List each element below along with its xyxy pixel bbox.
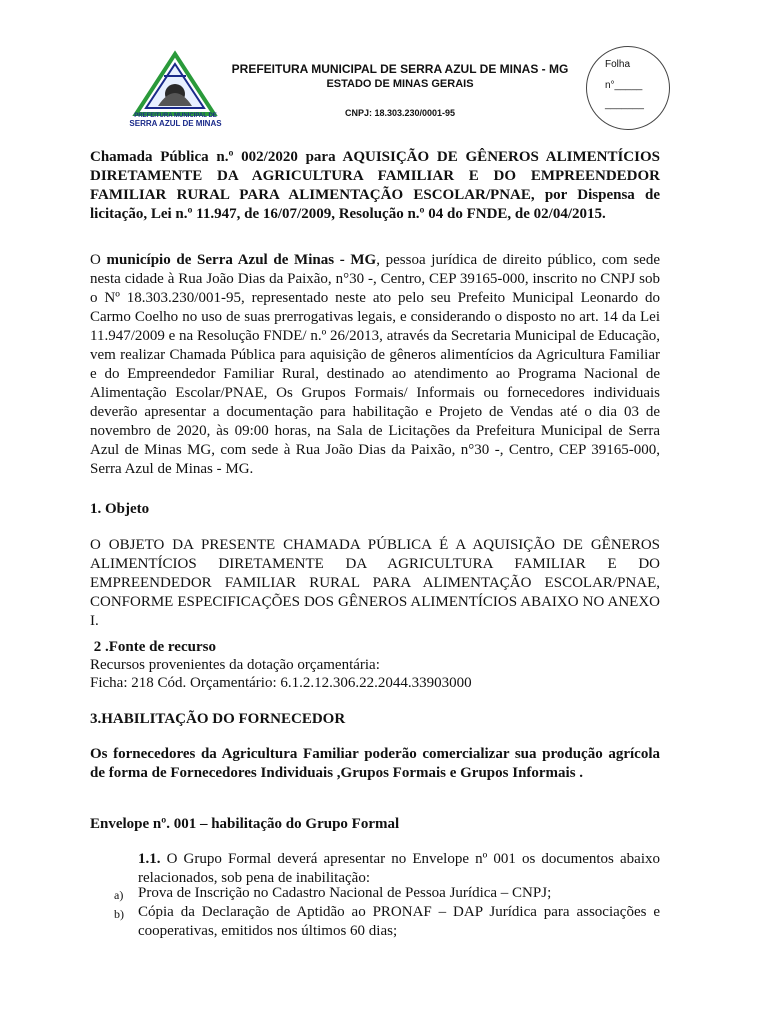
stamp-line2: n°_____ <box>605 80 643 91</box>
header-title: PREFEITURA MUNICIPAL DE SERRA AZUL DE MINAS - MG <box>231 62 569 76</box>
envelope-title: Envelope nº. 001 – habilitação do Grupo Formal <box>90 816 400 832</box>
stamp-line3: _______ <box>605 99 644 110</box>
item-b-marker: b) <box>114 907 124 921</box>
intro-o: O <box>90 252 101 268</box>
section-3-title: 3.HABILITAÇÃO DO FORNECEDOR <box>90 711 346 727</box>
header-cnpj: CNPJ: 18.303.230/0001-95 <box>344 108 456 118</box>
document-list <box>90 850 660 950</box>
intro-paragraph <box>90 251 660 479</box>
item-1-1-text: O Grupo Formal deverá apresentar no Envelope nº 001 os documentos abaixo relacionados, sob pena de inabilitação: <box>138 851 660 886</box>
list-item-b: Cópia da Declaração de Aptidão ao PRONAF – DAP Jurídica para associações e cooperativas, emitidos nos últimos 60 dias; <box>138 904 660 939</box>
list-item-a: Prova de Inscrição no Cadastro Nacional de Pessoa Jurídica – CNPJ; <box>138 885 552 901</box>
section-3-body: Os fornecedores da Agricultura Familiar poderão comercializar sua produção agrícola de forma de Fornecedores Individuais ,Grupos Formais e Grupos Informais . <box>90 746 660 781</box>
header-state: ESTADO DE MINAS GERAIS <box>326 78 474 90</box>
list-item-1-1 <box>138 850 660 888</box>
document-heading: Chamada Pública n.º 002/2020 para AQUISIÇÃO DE GÊNEROS ALIMENTÍCIOS DIRETAMENTE DA AGRICULTURA FAMILIAR E DO EMPREENDEDOR FAMILIAR RURAL PARA ALIMENTAÇÃO ESCOLAR/PNAE, por Dispensa de licitação, Lei n.º 11.947, de 16/07/2009, Resolução n.º 04 do FNDE, de 02/04/2015. <box>90 149 660 222</box>
item-a-marker: a) <box>114 888 124 902</box>
section-1-title: 1. Objeto <box>90 501 150 517</box>
item-1-1-number: 1.1. <box>138 851 161 867</box>
intro-rest: , pessoa jurídica de direito público, com sede nesta cidade à Rua João Dias da Paixão, n°30 -, Centro, CEP 39165-000, inscrito no CNPJ sob o Nº 18.303.230/001-95, representado neste ato pelo seu Prefeito Municipal Leonardo do Carmo Coelho no uso de suas prerrogativas legais, e considerando o disposto no art. 14 da Lei 11.947/2009 e na Resolução FNDE/ n.º 26/2013, através da Secretaria Municipal de Educação, vem realizar Chamada Pública para aquisição de gêneros alimentícios da Agricultura Familiar e do Empreendedor Familiar Rural, destinado ao atendimento ao Programa Nacional de Alimentação Escolar/PNAE, Os Grupos Formais/ Informais ou fornecedores individuais deverão apresentar a documentação para habilitação e Projeto de Vendas até o dia 03 de novembro de 2020, às 09:00 horas, na Sala de Licitações da Prefeitura Municipal de Serra Azul de Minas MG, com sede à Rua João Dias da Paixão, n°30 -, Centro, CEP 39165-000, Serra Azul de Minas - MG. <box>90 252 661 477</box>
section-2-line1: Recursos provenientes da dotação orçamentária: <box>90 657 380 673</box>
page-stamp <box>586 46 670 130</box>
intro-municipality: município de Serra Azul de Minas - MG <box>106 252 377 268</box>
logo-caption-line1: PREFEITURA MUNICIPAL DE <box>134 113 217 119</box>
logo-caption-line2: SERRA AZUL DE MINAS <box>129 119 222 128</box>
section-1-body: O OBJETO DA PRESENTE CHAMADA PÚBLICA É A AQUISIÇÃO DE GÊNEROS ALIMENTÍCIOS DIRETAMENTE DA AGRICULTURA FAMILIAR E DO EMPREENDEDOR FAMILIAR RURAL PARA ALIMENTAÇÃO ESCOLAR/PNAE, CONFORME ESPECIFICAÇÕES DOS GÊNEROS ALIMENTÍCIOS ABAIXO NO ANEXO I. <box>90 537 660 629</box>
section-2-line2: Ficha: 218 Cód. Orçamentário: 6.1.2.12.306.22.2044.33903000 <box>90 675 472 691</box>
section-2-title: 2 .Fonte de recurso <box>90 639 216 655</box>
stamp-line1: Folha <box>605 59 631 70</box>
